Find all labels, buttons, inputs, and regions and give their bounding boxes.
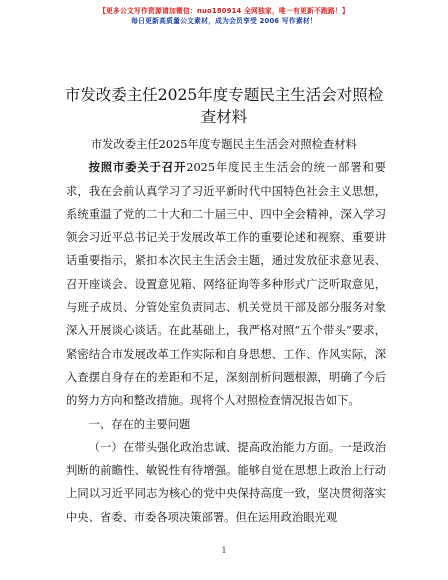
document-title: 市发改委主任2025年度专题民主生活会对照检查材料 [64,86,384,126]
intro-paragraph [66,156,386,412]
section-heading: 一、存在的主要问题 [88,417,191,431]
document-subtitle: 市发改委主任2025年度专题民主生活会对照检查材料 [90,138,357,151]
intro-paragraph-lead: 按照市委关于召开 [88,160,187,175]
promo-banner [0,6,448,26]
body-paragraph: （一）在带头强化政治忠诚、提高政治能力方面。一是政治判断的前瞻性、敏锐性有待增强。能够自觉在思想上政治上行动上同以习近平同志为核心的党中央保持高度一致，坚决贯彻落实中央、省委、市委各项决策部署。但在运用政治眼光观 [66,440,386,524]
promo-banner-line-1: 【更多公文写作资源请加微信：nuo180914 全网独家，唯一有更新不跑路！】 [99,7,349,15]
intro-paragraph-text: 2025年度民主生活会的统一部署和要求，我在会前认真学习了习近平新时代中国特色社会主义思想，系统重温了党的二十大和二十届三中、四中全会精神，深入学习领会习近平总书记关于发展改革工作的重要论述和视察、重要讲话重要指示，紧扣本次民主生活会主题，通过发放征求意见表、召开座谈会、设置意见箱、网络征询等多种形式广泛听取意见，与班子成员、分管处室负责同志、机关党员干部及部分服务对象深入开展谈心谈话。在此基础上，我严格对照“五个带头”要求，紧密结合市发展改革工作实际和自身思想、工作、作风实际，深入查摆自身存在的差距和不足，深刻剖析问题根源，明确了今后的努力方向和整改措施。现将个人对照检查情况报告如下。 [66,161,386,408]
promo-banner-line-2: 每日更新高质量公文素材，成为会员享受 2006 写作素材！ [131,17,317,25]
document-body [66,133,386,529]
page-number: 1 [221,546,227,555]
